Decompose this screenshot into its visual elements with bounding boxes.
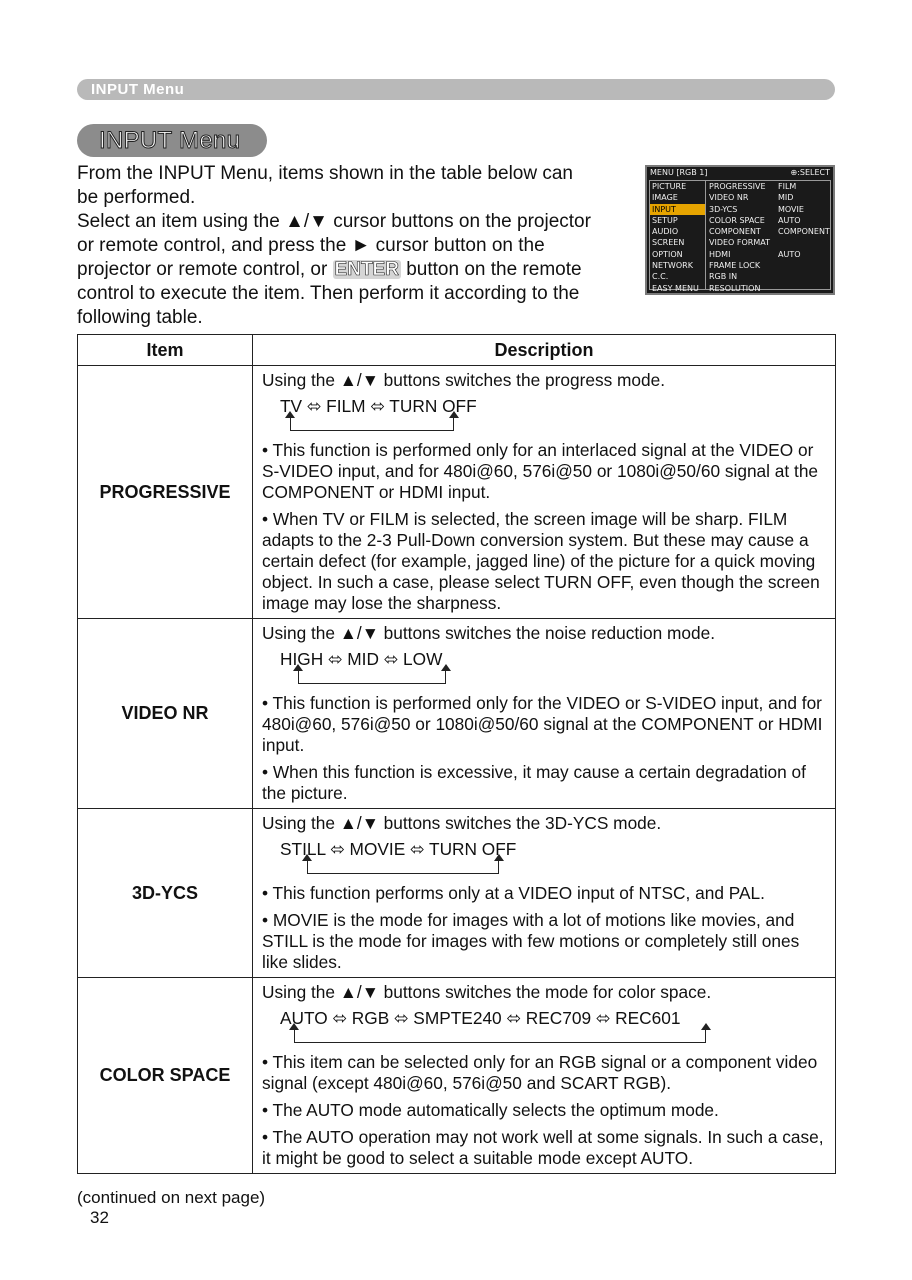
description-bullet: • When this function is excessive, it may cause a certain degradation of the picture. — [262, 762, 806, 803]
item-description — [253, 978, 836, 1174]
osd-item-value: MOVIE — [778, 204, 804, 214]
osd-item-row — [706, 215, 830, 226]
osd-item-name: VIDEO FORMAT — [709, 238, 770, 248]
table-row — [78, 978, 836, 1174]
table-row — [78, 366, 836, 619]
header-title: INPUT Menu — [91, 81, 185, 98]
osd-menu-item: INPUT — [650, 204, 705, 215]
osd-menu-item: PICTURE — [652, 182, 687, 191]
osd-item-value: AUTO — [778, 215, 801, 225]
osd-item-row — [706, 226, 830, 237]
intro-paragraph — [77, 162, 597, 330]
osd-item-name: VIDEO NR — [709, 193, 749, 203]
description-bullet: • MOVIE is the mode for images with a lot of motions like movies, and STILL is the mode for images with few motions or completely still ones like slides. — [262, 910, 800, 972]
osd-item-row — [706, 283, 830, 294]
description-bullet: • The AUTO operation may not work well at some signals. In such a case, it might be good to select a suitable mode except AUTO. — [262, 1127, 824, 1168]
cycle-arrow — [298, 670, 446, 684]
osd-menu-list — [649, 180, 706, 293]
input-menu-table — [77, 334, 836, 1174]
continued-note: (continued on next page) — [77, 1188, 266, 1207]
osd-item-name: RESOLUTION — [709, 283, 761, 293]
osd-menu-item: OPTION — [652, 249, 683, 259]
osd-item-value: MID — [778, 193, 794, 203]
osd-item-name: COLOR SPACE — [709, 215, 765, 225]
osd-menu-item: EASY MENU — [652, 283, 699, 293]
table-row — [78, 619, 836, 809]
osd-title: MENU [RGB 1] — [650, 168, 708, 177]
description-bullet: • When TV or FILM is selected, the screen image will be sharp. FILM adapts to the 2-3 Pull-Down conversion system. But these may cause a certain defect (for example, jagged line) of the picture for a quick moving object. In such a case, please select TURN OFF, even though the screen image may lose the sharpness. — [262, 509, 820, 613]
osd-menu-item: NETWORK — [652, 261, 693, 271]
intro-line-2a: Select an item using the ▲/▼ cursor buttons on the projector or remote control, and press the ► cursor button on the projector or remote control, or — [77, 211, 591, 280]
description-intro: Using the ▲/▼ buttons switches the 3D-YCS mode. — [262, 813, 662, 833]
enter-key-label: ENTER — [334, 259, 399, 280]
header-item: Item — [78, 335, 253, 366]
osd-menu-item: AUDIO — [652, 227, 679, 237]
cycle-arrow — [307, 860, 499, 874]
table-row — [78, 809, 836, 978]
osd-item-list — [705, 180, 831, 293]
item-description — [253, 619, 836, 809]
item-name: 3D-YCS — [78, 809, 253, 978]
section-title: INPUT Menu — [99, 127, 241, 154]
table-header-row — [78, 335, 836, 366]
header-description: Description — [253, 335, 836, 366]
osd-item-row — [706, 237, 830, 248]
intro-line-2b: button on the remote control to execute the item. Then perform it according to the following table. — [77, 259, 582, 328]
osd-menu-item: IMAGE — [652, 193, 678, 203]
osd-item-row — [706, 271, 830, 282]
item-name: VIDEO NR — [78, 619, 253, 809]
osd-item-value: AUTO — [778, 249, 801, 259]
osd-item-row — [706, 204, 830, 215]
mode-sequence: HIGH ⬄ MID ⬄ LOW — [280, 649, 443, 669]
osd-item-value: COMPONENT — [778, 227, 830, 237]
description-bullet: • The AUTO mode automatically selects the optimum mode. — [262, 1100, 719, 1120]
osd-title-bar — [650, 168, 830, 178]
header-bar — [77, 79, 835, 100]
osd-item-name: FRAME LOCK — [709, 261, 761, 271]
osd-item-name: RGB IN — [709, 272, 738, 282]
description-intro: Using the ▲/▼ buttons switches the progress mode. — [262, 370, 666, 390]
description-bullet: • This function performs only at a VIDEO input of NTSC, and PAL. — [262, 883, 765, 903]
osd-menu-screenshot — [645, 165, 835, 295]
osd-menu-item: SETUP — [652, 215, 678, 225]
item-name: PROGRESSIVE — [78, 366, 253, 619]
mode-sequence: AUTO ⬄ RGB ⬄ SMPTE240 ⬄ REC709 ⬄ REC601 — [280, 1008, 681, 1028]
mode-sequence: STILL ⬄ MOVIE ⬄ TURN OFF — [280, 839, 517, 859]
osd-item-name: PROGRESSIVE — [709, 182, 766, 191]
osd-item-name: COMPONENT — [709, 227, 761, 237]
osd-select-hint: ⊕:SELECT — [790, 168, 830, 177]
item-description — [253, 366, 836, 619]
osd-item-value: FILM — [778, 182, 797, 191]
description-bullet: • This function is performed only for an interlaced signal at the VIDEO or S-VIDEO input, and for 480i@60, 576i@50 or 1080i@50/60 signal at the COMPONENT or HDMI input. — [262, 440, 819, 502]
description-intro: Using the ▲/▼ buttons switches the noise reduction mode. — [262, 623, 716, 643]
intro-line-2 — [77, 210, 597, 330]
mode-sequence: TV ⬄ FILM ⬄ TURN OFF — [280, 396, 477, 416]
section-heading — [77, 124, 267, 157]
cycle-arrow — [294, 1029, 706, 1043]
page-number: 32 — [90, 1208, 109, 1227]
osd-item-name: 3D-YCS — [709, 204, 738, 214]
osd-item-row — [706, 181, 830, 192]
item-name: COLOR SPACE — [78, 978, 253, 1174]
cycle-arrow — [290, 417, 454, 431]
intro-line-1: From the INPUT Menu, items shown in the table below can be performed. — [77, 163, 573, 208]
description-bullet: • This function is performed only for the VIDEO or S-VIDEO input, and for 480i@60, 576i@50 or 1080i@50/60 signal at the COMPONENT or HDMI input. — [262, 693, 823, 755]
osd-menu-item: C.C. — [652, 272, 669, 282]
osd-menu-item: SCREEN — [652, 238, 685, 248]
osd-item-row — [706, 249, 830, 260]
osd-item-name: HDMI — [709, 249, 731, 259]
item-description — [253, 809, 836, 978]
description-intro: Using the ▲/▼ buttons switches the mode for color space. — [262, 982, 712, 1002]
osd-item-row — [706, 192, 830, 203]
osd-item-row — [706, 260, 830, 271]
description-bullet: • This item can be selected only for an RGB signal or a component video signal (except 480i@60, 576i@50 and SCART RGB). — [262, 1052, 818, 1093]
